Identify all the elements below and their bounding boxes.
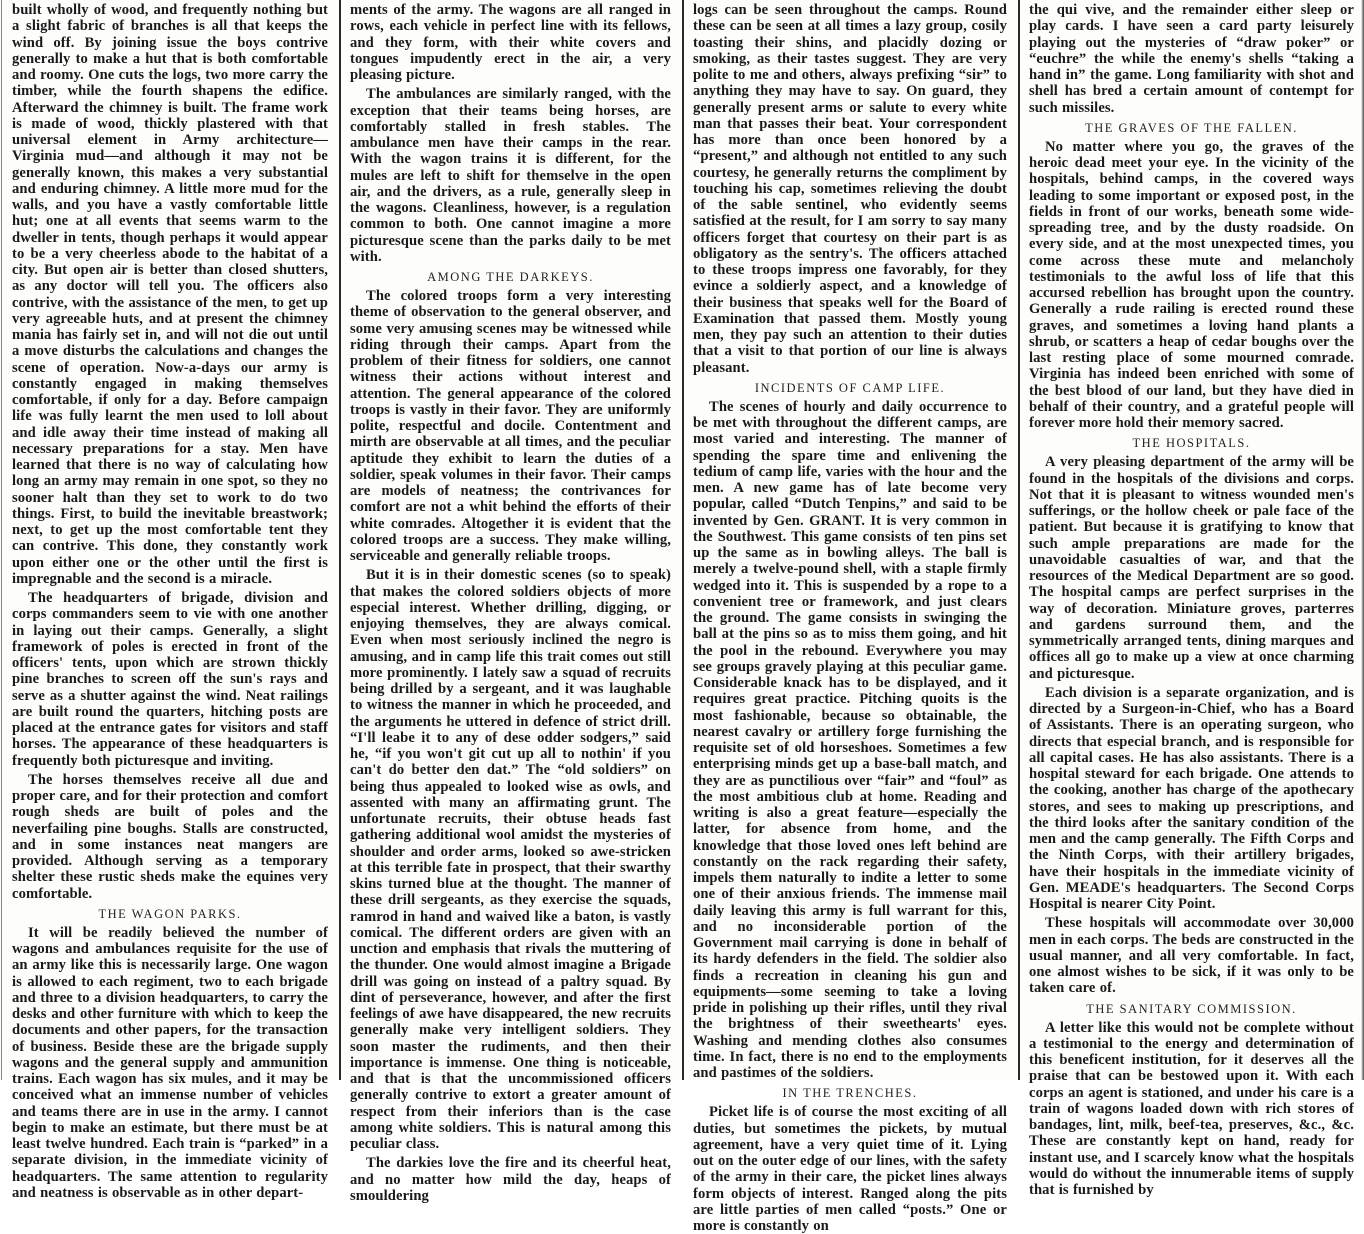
section-heading-incidents-of-camp-life: INCIDENTS OF CAMP LIFE. [754,380,946,395]
paragraph: Picket life is of course the most exciting of all duties, but sometimes the pickets, by mutual agreement, have a very quiet time of it. Lying out on the outer edge of our lines, with the safety of the army in their care, the picket lines always form objects of interest. Ranged along the pits are little parties of men called “posts.” One or more is constantly on [693,1104,1007,1234]
section-heading-wagon-parks: THE WAGON PARKS. [98,906,242,921]
paragraph: built wholly of wood, and frequently nothing but a slight fabric of branches is all that keeps the wind off. By joining issue the boys contrive generally to make a hut that is both comfortable and roomy. One cuts the logs, two more carry the timber, while the fourth shapens the edifice. Afterward the chimney is built. The frame work is made of wood, thickly plastered with that universal element in Army architecture—Virginia mud—and although it may not be generally known, this makes a very substantial and enduring chimney. A little more mud for the walls, and you have a vastly comfortable little hut; one at all events that seems warm to the dweller in tents, though perhaps it would appear to be a very cheerless abode to the habitat of a city. But open air is better than closed shutters, as any doctor will tell you. The officers also contrive, with the assistance of the men, to get up very agreeable huts, and at present the chimney mania has fairly set in, and will not die out until a move disturbs the calculations and changes the scene of operation. Now-a-days our army is constantly engaged in making themselves comfortable, if only for a day. Before campaign life was fully learnt the men used to loll about and idle away their time instead of making all necessary preparations for a stay. Men have learned that there is no way of calculating how long an army may remain in one spot, so they no sooner halt than they set to work to do two things. First, to build the inevitable breastwork; next, to get up the most comfortable tent they can contrive. This done, they constantly work upon either one or the other until the first is impregnable and the second is a miracle. [12,2,328,587]
paragraph: The headquarters of brigade, division and corps commanders seem to vie with one another in laying out their camps. Generally, a slight framework of poles is erected in front of the officers' tents, upon which are strown thickly pine branches to screen off the sun's rays and serve as a shutter against the wind. Neat railings are built round the quarters, hitching posts are placed at the entrance gates for visitors and staff horses. The appearance of these headquarters is frequently both picturesque and inviting. [12,590,328,769]
section-heading-sanitary-commission: THE SANITARY COMMISSION. [1086,1001,1297,1016]
paragraph: The scenes of hourly and daily occurrence to be met with throughout the different camps, are most varied and interesting. The manner of spending the spare time and enlivening the tedium of camp life, varies with the hour and the men. A new game has of late become very popular, called “Dutch Tenpins,” and said to be invented by Gen. GRANT. It is very common in the Southwest. This game consists of ten pins set up the same as in bowling alleys. The ball is merely a twelve-pound shell, with a staple firmly wedged into it. This is suspended by a rope to a convenient tree or framework, and just clears the ground. The game consists in swinging the ball at the pins so as to miss them going, and hit the pool in the rebound. Everywhere you may see groups gravely playing at this peculiar game. Considerable knack has to be displayed, and it requires great practice. Pitching quoits is the most fashionable, because so obtainable, the nearest cavalry or artillery forge furnishing the requisite set of old horseshoes. Sometimes a few enterprising minds get up a base-ball match, and they are as punctilious over “fair” and “foul” as the most ambitious club at home. Reading and writing is also a great feature—especially the latter, for absence from home, and the knowledge that those loved ones left behind are constantly on the rack regarding their safety, impels them naturally to indite a letter to some one of their anxious friends. The immense mail daily leaving this army is full warrant for this, and no inconsiderable portion of the Government mail carrying is done in behalf of its hardy defenders in the field. The soldier also finds a recreation in cleaning his gun and equipments—some seeming to take a loving pride in polishing up their rifles, until they rival the brightness of their sweethearts' eyes. Washing and mending clothes also consumes time. In fact, there is no end to the employments and pastimes of the soldiers. [693,398,1007,1081]
section-heading-the-hospitals: THE HOSPITALS. [1132,436,1251,451]
paragraph: No matter where you go, the graves of the heroic dead meet your eye. In the vicinity of the hospitals, behind camps, in the covered ways leading to some important or exposed post, in the fields in front of our works, beneath some wide-spreading tree, and by the dusty roadside. On every side, and at the most unexpected times, you come across these mute and melancholy testimonials to the awful loss of life that this accursed rebellion has brought upon the country. Generally a rude railing is erected round these graves, and sometimes a loving hand plants a shrub, or scatters a heap of cedar boughs over the last resting place of some mourned comrade. Virginia has indeed been enriched with some of the best blood of our land, but they have died in behalf of their country, and a grateful people will forever more hold their memory sacred. [1029,138,1354,431]
column-rule [682,0,684,1080]
paragraph: A very pleasing department of the army will be found in the hospitals of the divisions and corps. Not that it is pleasant to witness wounded men's sufferings, or the hollow cheek or pale face of the patient. But because it is gratifying to know that such ample preparations are made for the unavoidable casualties of war, and that the resources of the Medical Department are so good. The hospital camps are perfect surprises in the way of decoration. Miniature groves, parterres and gardens surround them, and the symmetrically arranged tents, dining marques and offices all go to make up a view at once charming and picturesque. [1029,454,1354,682]
paragraph: the qui vive, and the remainder either sleep or play cards. I have seen a card party leisurely playing out the mysteries of “draw poker” or “euchre” the while the enemy's shells “taking a hand in” the game. Long familiarity with shot and shell has bred a certain amount of contempt for such missiles. [1029,2,1354,116]
column-3 [681,0,1017,1234]
paragraph: The colored troops form a very interesting theme of observation to the general observer, and some very amusing scenes may be witnessed while riding through their camps. Apart from the problem of their fitness for soldiers, one cannot witness their actions without interest and attention. The general appearance of the colored troops is vastly in their favor. They are uniformly polite, respectful and docile. Contentment and mirth are observable at all times, and the peculiar aptitude they exhibit to learn the duties of a soldier, speak volumes in their favor. Their camps are models of neatness; the contrivances for comfort are not a whit behind the efforts of their white comrades. Altogether it is evident that the colored troops are a success. They make willing, serviceable and generally reliable troops. [350,288,671,564]
paragraph: ments of the army. The wagons are all ranged in rows, each vehicle in perfect line with its fellows, and they form, with their white covers and tongues impudently erect in the air, a very pleasing picture. [350,2,671,83]
section-heading-in-the-trenches: IN THE TRENCHES. [782,1086,918,1101]
column-rule [1018,0,1020,1080]
section-heading-among-the-darkeys: AMONG THE DARKEYS. [427,270,594,284]
paragraph: But it is in their domestic scenes (so to speak) that makes the colored soldiers objects of more especial interest. Whether drilling, digging, or enjoying themselves, they are always comical. Even when most seriously inclined the negro is amusing, and in camp life this trait comes out still more prominently. I lately saw a squad of recruits being drilled by a sergeant, and it was laughable to witness the manner in which he proceeded, and the arguments he uttered in defence of strict drill. “I'll leabe it to any of dese odder sodgers,” said he, “if you won't git cut up all to nothin' if you can't do better den dat.” The “old soldiers” on being thus appealed to looked wise as owls, and assented with many an affirmating grunt. The unfortunate recruits, their obtuse heads fast gathering additional wool amidst the mysteries of shoulder and order arms, looked so awe-stricken at this terrible fate in prospect, that their swarthy skins turned blue at the thought. The manner of these drill sergeants, as they exercise the squads, ramrod in hand and waived like a baton, is vastly comical. The different orders are given with an unction and emphasis that rivals the muttering of the thunder. One would almost imagine a Brigade drill was going on instead of a paltry squad. By dint of perseverance, however, and after the first feelings of awe have disappeared, the new recruits generally make very intelligent soldiers. They soon master the rudiments, and then their importance is immense. One thing is noticeable, and that is that the uncommissioned officers generally contrive to extort a greater amount of respect from their inferiors than is the case among white soldiers. This is natural among this peculiar class. [350,567,671,1152]
column-4 [1017,0,1364,1198]
column-rule [339,0,341,1080]
paragraph: The horses themselves receive all due and proper care, and for their protection and comfort rough sheds are built of poles and the neverfailing pine boughs. Stalls are constructed, and in some instances neat mangers are provided. Although serving as a temporary shelter these rustic sheds make the equines very comfortable. [12,771,328,902]
paragraph: These hospitals will accommodate over 30,000 men in each corps. The beds are constructed in the usual manner, and all very comfortable. In fact, one almost wishes to be sick, if it was only to be taken care of. [1029,915,1354,997]
paragraph: Each division is a separate organization, and is directed by a Surgeon-in-Chief, who has a Board of Assistants. There is an operating surgeon, who directs that especial branch, and is responsible for all capital cases. He has also assistants. There is a hospital steward for each brigade. One attends to the cooking, another has charge of the apothecary stores, and sees to making up prescriptions, and the third looks after the sanitary condition of the men and the camp generally. The Fifth Corps and the Ninth Corps, with their artillery brigades, have their hospitals in the immediate vicinity of Gen. MEADE's headquarters. The Second Corps Hospital is nearer City Point. [1029,684,1354,912]
paragraph: logs can be seen throughout the camps. Round these can be seen at all times a lazy group, cosily toasting their shins, and placidly dozing or smoking, as their tastes suggest. They are very polite to me and others, always prefixing “sir” to anything they may have to say. On guard, they generally present arms or salute to every white man that passes their beat. Your correspondent has more than once been honored by a “present,” and although not entitled to any such courtesy, he generally returns the compliment by touching his cap, sometimes relieving the doubt of the sable sentinel, who evidently seems satisfied at the result, for I am sorry to say many officers forget that courtesy on their part is as obligatory as the sentry's. The officers attached to these troops impress one favorably, for they evince a soldierly aspect, and a knowledge of their business that speaks well for the Board of Examination that passed them. Mostly young men, they pay such an attention to their duties that a visit to that portion of our line is always pleasant. [693,2,1007,376]
paragraph: A letter like this would not be complete without a testimonial to the energy and determination of this beneficent institution, for it deserves all the praise that can be bestowed upon it. With each corps an agent is stationed, and under his care is a train of wagons loaded down with rich stores of bandages, lint, milk, beef-tea, preserves, &c., &c. These are constantly kept on hand, ready for instant use, and I scarcely know what the hospitals would do without the innumerable items of supply that is furnished by [1029,1019,1354,1198]
column-1 [0,0,338,1201]
paragraph: The ambulances are similarly ranged, with the exception that their teams being horses, are comfortably stalled in fresh stables. The ambulance men have their camps in the rear. With the wagon trains it is different, for the mules are left to shift for themselve in the open air, and the drivers, as a rule, generally sleep in the wagons. Cleanliness, however, is a regulation common to both. One cannot imagine a more picturesque scene than the parks daily to be met with. [350,86,671,265]
paragraph: The darkies love the fire and its cheerful heat, and no matter how mild the day, heaps of smouldering [350,1155,671,1204]
column-rule [1,0,2,1080]
column-2 [338,0,681,1204]
section-heading-graves-of-the-fallen: THE GRAVES OF THE FALLEN. [1085,120,1298,135]
paragraph: It will be readily believed the number of wagons and ambulances requisite for the use of an army like this is necessarily large. One wagon is allowed to each regiment, two to each brigade and three to a division headquarters, to carry the desks and other furniture with which to keep the documents and other papers, for the transaction of business. Beside these are the brigade supply wagons and the general supply and ammunition trains. Each wagon has six mules, and it may be conceived what an immense number of vehicles and teams there are in use in the army. I cannot begin to make an estimate, but there must be at least twelve hundred. Each train is “parked” in a separate division, in the immediate vicinity of headquarters. The same attention to regularity and neatness is observable as in other depart- [12,924,328,1201]
